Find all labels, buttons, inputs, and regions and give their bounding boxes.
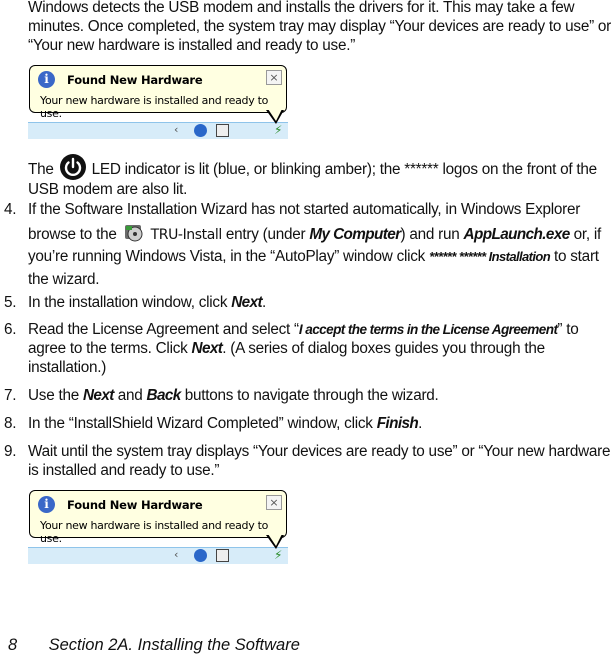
system-tray [28, 122, 288, 139]
section-title: Section 2A. Installing the Software [48, 636, 300, 654]
system-tray [28, 547, 288, 564]
usb-hardware-icon[interactable]: ⚡ [274, 123, 283, 137]
power-icon [60, 154, 86, 180]
step-4: 4. If the Software Installation Wizard has not started automatically, in Windows Explorer browse to the TRU-Install entry (under My Computer) and run AppLaunch.exe or, if you’re running Windows Vista, in the “AutoPlay” window click ****** ****** Installation to start the wizard. [4, 201, 602, 288]
led-paragraph: The LED indicator is lit (blue, or blinking amber); the ****** logos on the front of the USB modem are also lit. [28, 154, 616, 200]
balloon-title: Found New Hardware [67, 73, 203, 87]
found-new-hardware-screenshot-1 [28, 64, 288, 139]
tru-install-label: TRU-Install [150, 226, 222, 243]
balloon-title: Found New Hardware [67, 498, 203, 512]
page-footer [8, 636, 300, 655]
close-icon[interactable]: × [266, 70, 282, 85]
balloon-message: Your new hardware is installed and ready to use. [40, 519, 269, 545]
monitor-icon[interactable] [216, 124, 229, 137]
page-number: 8 [8, 636, 18, 654]
notification-balloon [29, 65, 287, 120]
notification-balloon [29, 490, 287, 545]
step-8: 8. In the “InstallShield Wizard Completed” window, click Finish. [4, 415, 423, 432]
network-icon[interactable] [194, 124, 207, 137]
close-icon[interactable]: × [266, 495, 282, 510]
monitor-icon[interactable] [216, 549, 229, 562]
step-6: 6. Read the License Agreement and select “I accept the terms in the License Agreement” to agree to the terms. Click Next. (A series of dialog boxes guides you through the installation.) [4, 321, 579, 376]
info-icon: i [38, 496, 55, 513]
network-icon[interactable] [194, 549, 207, 562]
step-9: 9. Wait until the system tray displays “Your devices are ready to use” or “Your new hardware is installed and ready to use.” [4, 443, 611, 479]
tray-expand-icon[interactable]: ‹ [174, 123, 179, 136]
step-7: 7. Use the Next and Back buttons to navigate through the wizard. [4, 387, 439, 404]
intro-paragraph: Windows detects the USB modem and installs the drivers for it. This may take a few minutes. Once completed, the system tray may display “Your devices are ready to use” or “Your new hardware is installed and ready to use.” [28, 0, 612, 54]
info-icon: i [38, 71, 55, 88]
step-5: 5. In the installation window, click Next. [4, 294, 266, 311]
found-new-hardware-screenshot-2 [28, 489, 288, 564]
usb-hardware-icon[interactable]: ⚡ [274, 548, 283, 562]
tray-expand-icon[interactable]: ‹ [174, 548, 179, 561]
balloon-message: Your new hardware is installed and ready to use. [40, 94, 269, 120]
install-cd-icon [123, 222, 145, 244]
